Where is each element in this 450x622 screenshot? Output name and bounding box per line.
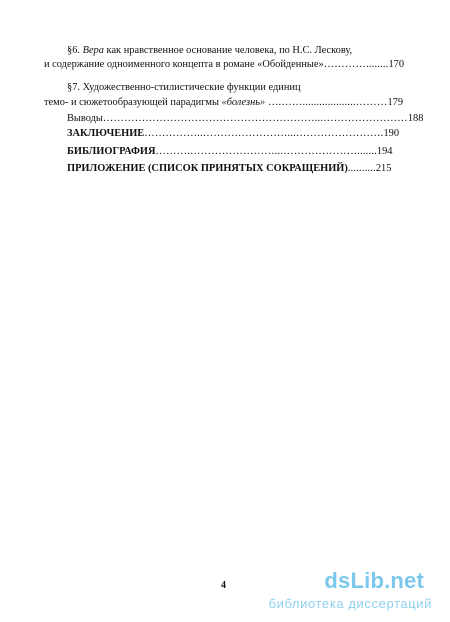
watermark xyxy=(262,566,432,612)
toc-appendix-label: ПРИЛОЖЕНИЕ (СПИСОК ПРИНЯТЫХ СОКРАЩЕНИЙ) xyxy=(67,163,348,174)
page-number: 4 xyxy=(221,580,226,591)
toc-bibliography-page: 194 xyxy=(376,146,393,157)
toc-s6-prefix: §6. xyxy=(67,45,83,56)
toc-entry-s6-line1 xyxy=(67,45,352,57)
toc-vyvody-label: Выводы xyxy=(67,113,103,124)
toc-s6-leader: …………........ xyxy=(323,59,389,70)
toc-entry-vyvody[interactable] xyxy=(67,113,423,125)
watermark-subtitle: библиотека диссертаций xyxy=(268,596,432,611)
watermark-logo: dsLib.net xyxy=(324,568,424,593)
toc-vyvody-leader: ……………………………………………………...…………………… xyxy=(102,113,408,124)
toc-appendix-leader: .......... xyxy=(347,163,376,174)
toc-s7-italic-word: «болезнь» xyxy=(221,97,266,108)
toc-s6-italic-word: Вера xyxy=(82,45,104,56)
toc-entry-s6-line2[interactable] xyxy=(44,59,404,71)
toc-conclusion-leader: ……………..……………………...……………………. xyxy=(144,128,384,139)
toc-bibliography-leader: ……….……………………...…………………....... xyxy=(155,146,377,157)
toc-bibliography-label: БИБЛИОГРАФИЯ xyxy=(67,146,156,157)
toc-s7-line2-text: темо- и сюжетообразующей парадигмы xyxy=(44,97,222,108)
toc-entry-s7-line1 xyxy=(67,82,301,94)
toc-conclusion-label: ЗАКЛЮЧЕНИЕ xyxy=(67,128,145,139)
toc-entry-appendix[interactable] xyxy=(67,163,391,175)
toc-vyvody-page: 188 xyxy=(407,113,424,124)
toc-conclusion-page: 190 xyxy=(383,128,400,139)
toc-entry-s7-line2[interactable] xyxy=(44,97,403,109)
toc-s6-page: 170 xyxy=(388,59,405,70)
toc-s6-line1-rest: как нравственное основание человека, по Н.С. Лескову, xyxy=(103,45,353,56)
toc-entry-conclusion[interactable] xyxy=(67,128,399,140)
toc-appendix-page: 215 xyxy=(375,163,392,174)
toc-s7-page: 179 xyxy=(387,97,404,108)
toc-entry-bibliography[interactable] xyxy=(67,146,392,158)
toc-s6-line2-text: и содержание одноименного концепта в романе «Обойденные» xyxy=(44,59,324,70)
toc-s7-leader: ….……...................……… xyxy=(265,97,388,108)
toc-s7-line1-text: §7. Художественно-стилистические функции единиц xyxy=(67,82,301,93)
